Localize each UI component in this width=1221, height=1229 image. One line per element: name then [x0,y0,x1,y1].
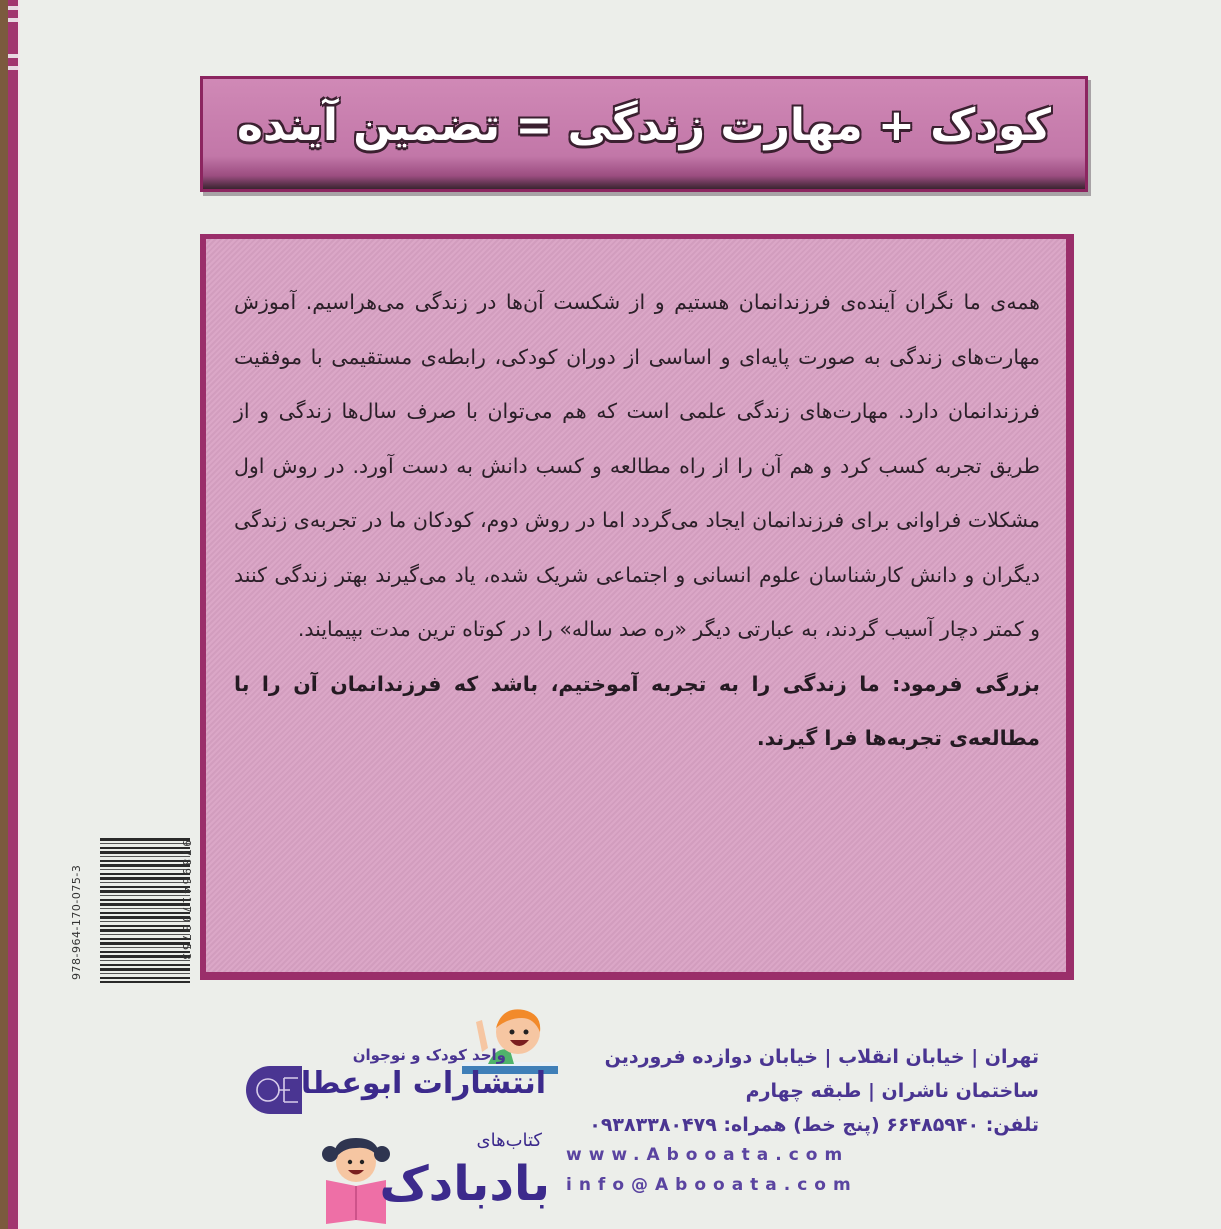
publisher-name: انتشارات ابوعطا [300,1066,546,1101]
address-line: ساختمان ناشران | طبقه چهارم [745,1080,1039,1102]
spine-band [8,0,18,1229]
website-link[interactable]: www.Abooata.com [566,1145,850,1165]
address-line: تهران | خیابان انقلاب | خیابان دوازده فروردین [604,1046,1039,1068]
series-label: کتاب‌های [476,1130,542,1151]
publisher-emblem-icon [240,1064,304,1116]
description-box [200,234,1074,980]
quote-paragraph: بزرگی فرمود: ما زندگی را به تجربه آموختیم، باشد که فرزندانمان آن را با مطالعه‌ی تجربه‌ها فرا گیرند. [234,671,1040,750]
barcode-bars [100,838,190,983]
book-edge [0,0,8,1229]
spine-stripe [8,54,18,58]
spine-stripe [8,18,18,22]
publisher-logo [240,1040,550,1225]
publisher-unit-label: واحد کودک و نوجوان [352,1046,506,1064]
spine-stripe [8,66,18,70]
spine-stripe [8,6,18,10]
isbn-label: 978-964-170-075-3 [70,864,83,980]
email-link[interactable]: info@Abooata.com [566,1175,858,1195]
spine-highlight [18,0,20,1229]
description-paragraph: همه‌ی ما نگران آینده‌ی فرزندانمان هستیم و از شکست آن‌ها در زندگی می‌هراسیم. آموزش مهارت‌های زندگی به صورت پایه‌ای و اساسی از دوران کودکی، رابطه‌ی مستقیمی با موفقیت فرزندانمان دارد. مهارت‌های زندگی علمی است که هم می‌توان با صرف سال‌ها زندگی و از طریق تجربه کسب کرد و هم آن را از راه مطالعه و کسب دانش به دست آورد. در روش اول مشکلات فراوانی برای فرزندانمان ایجاد می‌گردد اما در روش دوم، کودکان ما در تجربه‌ی زندگی دیگران و دانش کارشناسان علوم انسانی و اجتماعی شریک شده، یاد می‌گیرند بهتر زندگی کنند و کمتر دچار آسیب گردند، به عبارتی دیگر «ره صد ساله» را در کوتاه ترین مدت بپیمایند. [234,290,1040,641]
title-banner [200,76,1088,192]
publisher-address [589,1040,1039,1142]
series-name: بادبادک [379,1156,550,1212]
publisher-contact [566,1140,858,1200]
phone-line: تلفن: ۶۶۴۸۵۹۴۰ (پنج خط) همراه: ۰۹۳۸۳۳۸۰۴۷۹ [589,1114,1039,1136]
barcode-digits: 9789641700753 [180,840,193,963]
barcode [90,838,142,983]
banner-title: کودک + مهارت زندگی = تضمین آینده [236,99,1052,151]
